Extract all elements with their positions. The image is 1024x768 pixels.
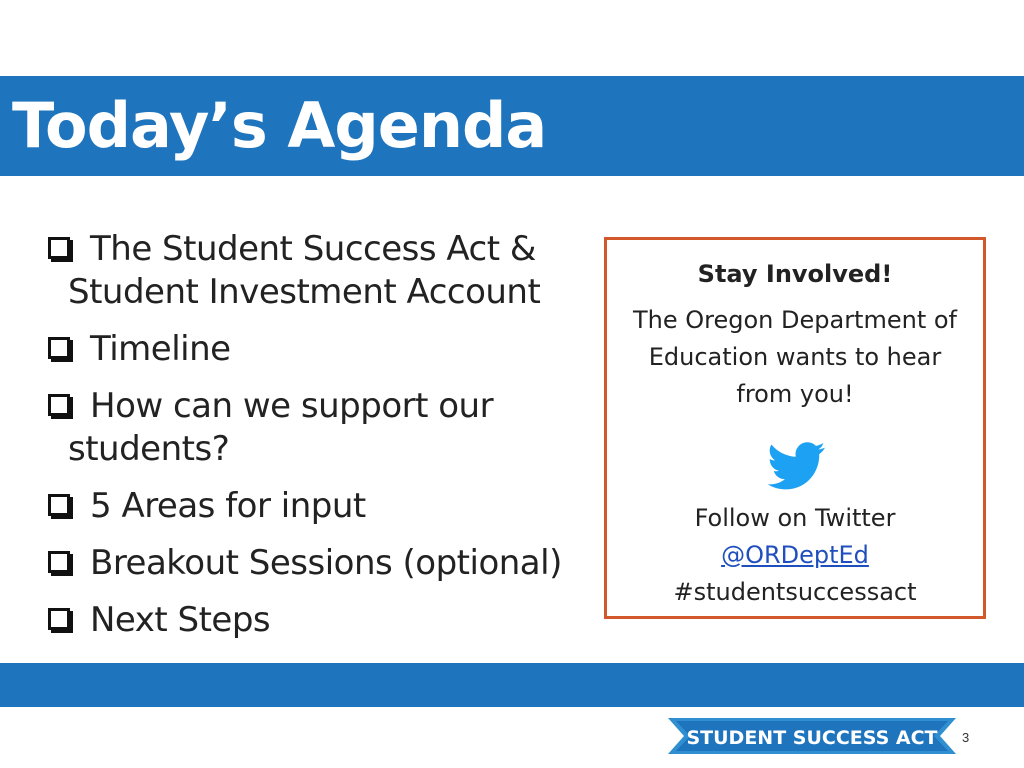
- checkbox-icon: [48, 337, 70, 359]
- title-bar: [0, 76, 1024, 176]
- twitter-bird-icon[interactable]: [768, 436, 826, 494]
- agenda-item-text: Next Steps: [90, 600, 271, 640]
- callout-heading: Stay Involved!: [697, 260, 893, 288]
- logo-text: STUDENT SUCCESS ACT: [686, 727, 938, 749]
- checkbox-icon: [48, 494, 70, 516]
- agenda-item-text: The Student Success Act &: [90, 229, 536, 269]
- callout-body-line: The Oregon Department of: [632, 306, 957, 334]
- agenda-item-continuation: Student Investment Account: [68, 272, 541, 312]
- agenda-item-text: Breakout Sessions (optional): [90, 543, 562, 583]
- page-number: 3: [962, 730, 970, 745]
- checkbox-icon: [48, 608, 70, 630]
- slide-title: Today’s Agenda: [12, 89, 547, 162]
- twitter-handle-link[interactable]: @ORDeptEd: [721, 541, 869, 569]
- agenda-item: [46, 599, 586, 642]
- agenda-item-text: Timeline: [90, 329, 231, 369]
- agenda-item: [46, 385, 586, 471]
- agenda-item: [46, 485, 586, 528]
- callout-body: [617, 302, 973, 413]
- agenda-item: [46, 542, 586, 585]
- checkbox-icon: [48, 237, 70, 259]
- agenda-item: [46, 328, 586, 371]
- agenda-list: [46, 228, 586, 656]
- checkbox-icon: [48, 394, 70, 416]
- agenda-item-continuation: students?: [68, 429, 230, 469]
- agenda-item: [46, 228, 586, 314]
- student-success-act-logo: [668, 718, 956, 754]
- follow-text: Follow on Twitter: [694, 504, 896, 532]
- checkbox-icon: [48, 551, 70, 573]
- footer-bar: [0, 663, 1024, 707]
- hashtag: #studentsuccessact: [673, 578, 917, 606]
- agenda-item-text: 5 Areas for input: [90, 486, 366, 526]
- callout-body-line: from you!: [736, 380, 854, 408]
- agenda-item-text: How can we support our: [90, 386, 494, 426]
- callout-body-line: Education wants to hear: [648, 343, 942, 371]
- stay-involved-box: [604, 237, 986, 619]
- follow-section: [607, 500, 983, 611]
